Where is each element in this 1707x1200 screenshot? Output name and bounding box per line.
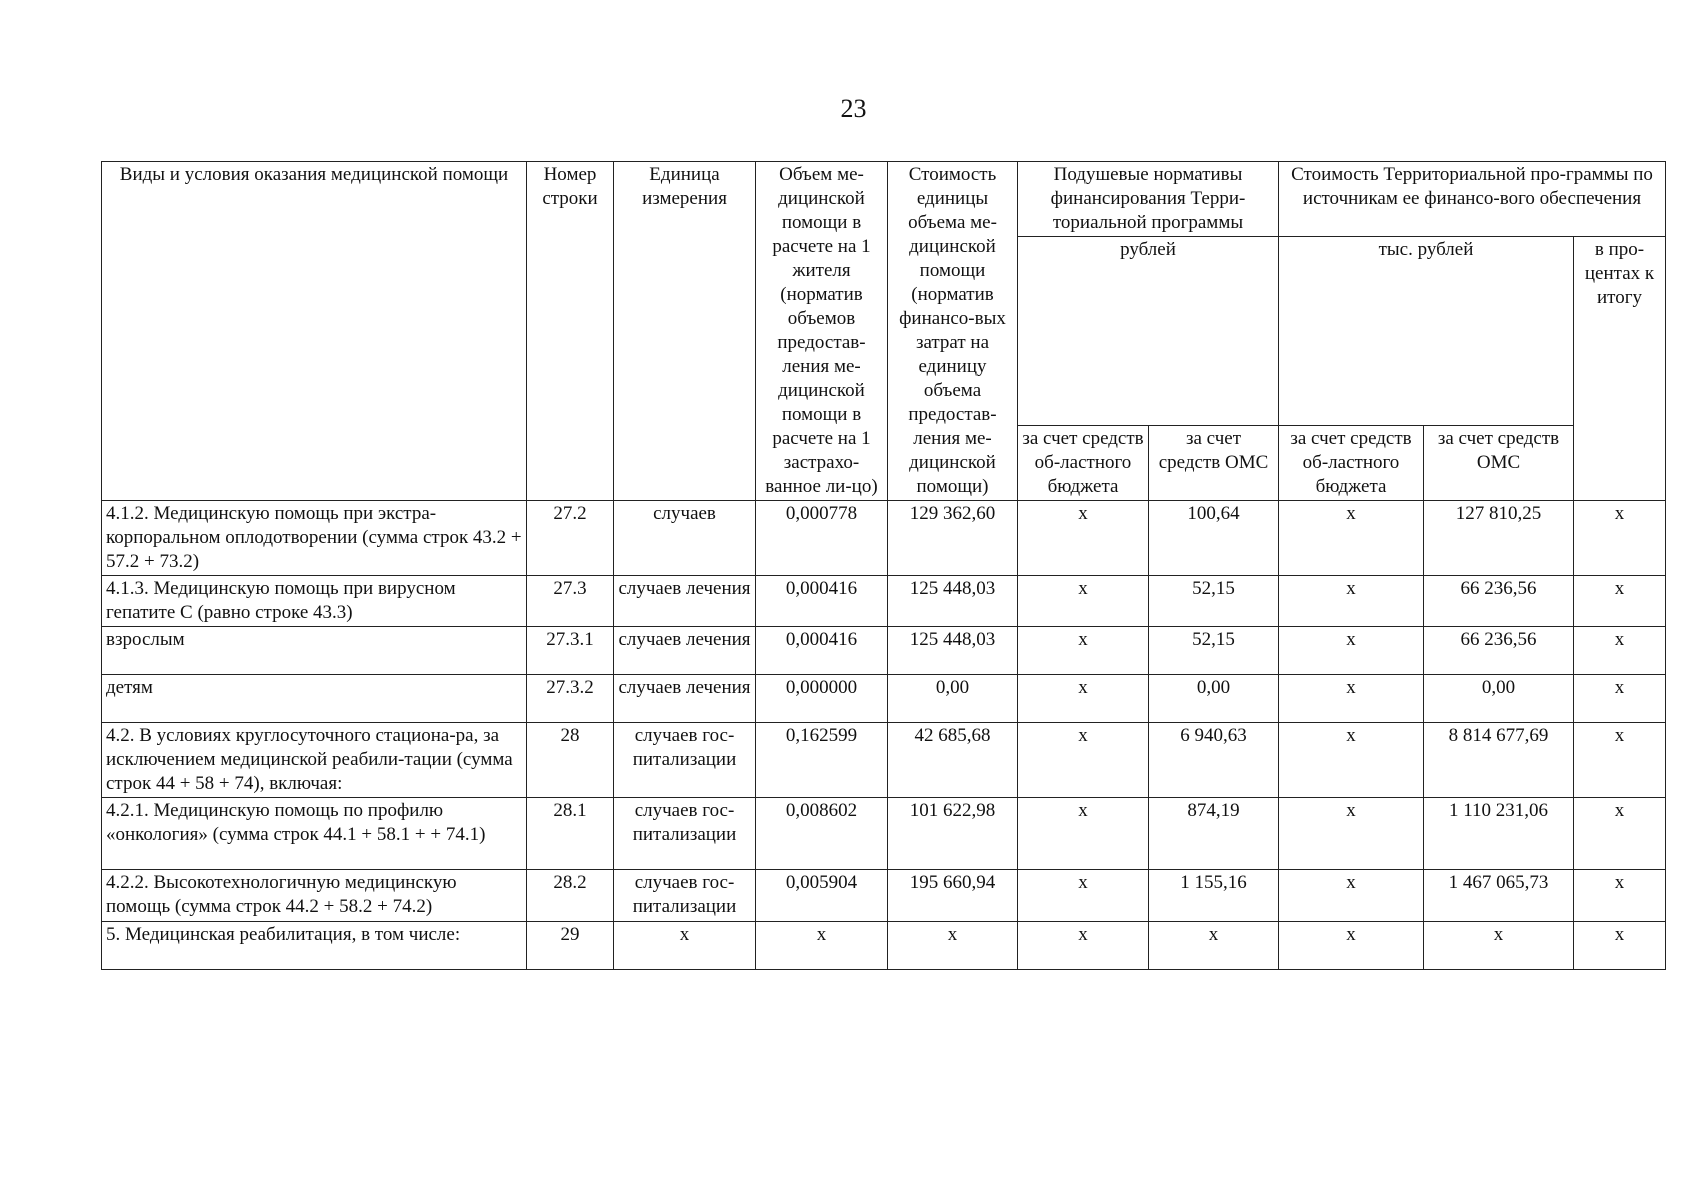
- cell-regional-budget-norm: х: [1018, 627, 1149, 675]
- cell-volume: 0,000416: [756, 627, 888, 675]
- cell-percent: х: [1574, 798, 1666, 870]
- cell-row-number: 28: [527, 723, 614, 798]
- table-row: [102, 627, 1666, 675]
- table-row: [102, 922, 1666, 970]
- cell-row-number: 29: [527, 922, 614, 970]
- cell-cost: 129 362,60: [888, 501, 1018, 576]
- cell-regional-budget-cost: х: [1279, 798, 1424, 870]
- cell-oms-norm: 52,15: [1149, 576, 1279, 627]
- cell-oms-norm: х: [1149, 922, 1279, 970]
- cell-oms-norm: 1 155,16: [1149, 870, 1279, 922]
- header-regional-budget-1: за счет средств об-ластного бюджета: [1018, 426, 1149, 501]
- financing-table: [101, 161, 1666, 970]
- cell-unit: случаев лечения: [614, 627, 756, 675]
- table-row: [102, 501, 1666, 576]
- table-row: [102, 870, 1666, 922]
- header-cost: Стоимость единицы объема ме-дицинской помощи (норматив финансо-вых затрат на единицу объема предостав-ления ме-дицинской помощи): [888, 162, 1018, 501]
- header-row-number: Номер строки: [527, 162, 614, 501]
- header-volume: Объем ме-дицинской помощи в расчете на 1 жителя (норматив объемов предостав-ления ме-дицинской помощи в расчете на 1 застрахо-ванное ли-цо): [756, 162, 888, 501]
- header-row: [102, 162, 1666, 237]
- cell-unit: случаев гос-питализации: [614, 723, 756, 798]
- cell-cost: 101 622,98: [888, 798, 1018, 870]
- cell-oms-norm: 100,64: [1149, 501, 1279, 576]
- header-oms-1: за счет средств ОМС: [1149, 426, 1279, 501]
- cell-oms-cost: 8 814 677,69: [1424, 723, 1574, 798]
- cell-volume: 0,005904: [756, 870, 888, 922]
- cell-oms-cost: 66 236,56: [1424, 576, 1574, 627]
- cell-cost: 125 448,03: [888, 576, 1018, 627]
- cell-row-number: 27.2: [527, 501, 614, 576]
- cell-cost: 125 448,03: [888, 627, 1018, 675]
- cell-type: взрослым: [102, 627, 527, 675]
- cell-oms-cost: х: [1424, 922, 1574, 970]
- cell-percent: х: [1574, 501, 1666, 576]
- cell-regional-budget-norm: х: [1018, 501, 1149, 576]
- cell-regional-budget-cost: х: [1279, 501, 1424, 576]
- table-row: [102, 675, 1666, 723]
- cell-oms-norm: 6 940,63: [1149, 723, 1279, 798]
- header-program-cost: Стоимость Территориальной про-граммы по источникам ее финансо-вого обеспечения: [1279, 162, 1666, 237]
- cell-type: 5. Медицинская реабилитация, в том числе:: [102, 922, 527, 970]
- cell-volume: 0,000000: [756, 675, 888, 723]
- cell-row-number: 27.3.1: [527, 627, 614, 675]
- cell-regional-budget-norm: х: [1018, 922, 1149, 970]
- cell-unit: случаев лечения: [614, 576, 756, 627]
- cell-percent: х: [1574, 627, 1666, 675]
- header-norms: Подушевые нормативы финансирования Терри-ториальной программы: [1018, 162, 1279, 237]
- cell-unit: случаев гос-питализации: [614, 870, 756, 922]
- cell-oms-cost: 66 236,56: [1424, 627, 1574, 675]
- table-body: [102, 162, 1666, 970]
- cell-cost: 195 660,94: [888, 870, 1018, 922]
- cell-volume: 0,000416: [756, 576, 888, 627]
- cell-type: 4.1.3. Медицинскую помощь при вирусном гепатите С (равно строке 43.3): [102, 576, 527, 627]
- table-row: [102, 723, 1666, 798]
- cell-oms-cost: 1 467 065,73: [1424, 870, 1574, 922]
- cell-row-number: 27.3.2: [527, 675, 614, 723]
- cell-volume: 0,162599: [756, 723, 888, 798]
- page-number: 23: [840, 94, 867, 123]
- cell-percent: х: [1574, 723, 1666, 798]
- cell-row-number: 27.3: [527, 576, 614, 627]
- cell-regional-budget-cost: х: [1279, 576, 1424, 627]
- cell-oms-cost: 1 110 231,06: [1424, 798, 1574, 870]
- header-unit: Единица измерения: [614, 162, 756, 501]
- cell-regional-budget-norm: х: [1018, 723, 1149, 798]
- cell-oms-norm: 874,19: [1149, 798, 1279, 870]
- cell-regional-budget-cost: х: [1279, 922, 1424, 970]
- cell-oms-cost: 0,00: [1424, 675, 1574, 723]
- table-row: [102, 576, 1666, 627]
- table-row: [102, 798, 1666, 870]
- cell-regional-budget-norm: х: [1018, 675, 1149, 723]
- header-regional-budget-2: за счет средств об-ластного бюджета: [1279, 426, 1424, 501]
- cell-unit: случаев гос-питализации: [614, 798, 756, 870]
- cell-row-number: 28.2: [527, 870, 614, 922]
- cell-volume: 0,008602: [756, 798, 888, 870]
- cell-percent: х: [1574, 922, 1666, 970]
- cell-volume: 0,000778: [756, 501, 888, 576]
- cell-unit: случаев: [614, 501, 756, 576]
- cell-type: 4.2. В условиях круглосуточного стациона-ра, за исключением медицинской реабили-тации (сумма строк 44 + 58 + 74), включая:: [102, 723, 527, 798]
- cell-unit: х: [614, 922, 756, 970]
- cell-unit: случаев лечения: [614, 675, 756, 723]
- cell-oms-norm: 52,15: [1149, 627, 1279, 675]
- cell-oms-cost: 127 810,25: [1424, 501, 1574, 576]
- cell-percent: х: [1574, 870, 1666, 922]
- cell-oms-norm: 0,00: [1149, 675, 1279, 723]
- cell-row-number: 28.1: [527, 798, 614, 870]
- cell-cost: х: [888, 922, 1018, 970]
- cell-type: 4.2.1. Медицинскую помощь по профилю «онкология» (сумма строк 44.1 + 58.1 + + 74.1): [102, 798, 527, 870]
- header-norms-unit: рублей: [1018, 237, 1279, 426]
- header-type: Виды и условия оказания медицинской помощи: [102, 162, 527, 501]
- header-percent: в про-центах к итогу: [1574, 237, 1666, 501]
- header-oms-2: за счет средств ОМС: [1424, 426, 1574, 501]
- cell-cost: 42 685,68: [888, 723, 1018, 798]
- cell-type: детям: [102, 675, 527, 723]
- cell-type: 4.1.2. Медицинскую помощь при экстра-корпоральном оплодотворении (сумма строк 43.2 + 57.2 + 73.2): [102, 501, 527, 576]
- cell-regional-budget-cost: х: [1279, 627, 1424, 675]
- cell-percent: х: [1574, 576, 1666, 627]
- cell-volume: х: [756, 922, 888, 970]
- cell-regional-budget-cost: х: [1279, 675, 1424, 723]
- cell-regional-budget-norm: х: [1018, 870, 1149, 922]
- cell-type: 4.2.2. Высокотехнологичную медицинскую помощь (сумма строк 44.2 + 58.2 + 74.2): [102, 870, 527, 922]
- cell-percent: х: [1574, 675, 1666, 723]
- cell-cost: 0,00: [888, 675, 1018, 723]
- header-cost-unit: тыс. рублей: [1279, 237, 1574, 426]
- cell-regional-budget-cost: х: [1279, 870, 1424, 922]
- cell-regional-budget-norm: х: [1018, 576, 1149, 627]
- cell-regional-budget-norm: х: [1018, 798, 1149, 870]
- cell-regional-budget-cost: х: [1279, 723, 1424, 798]
